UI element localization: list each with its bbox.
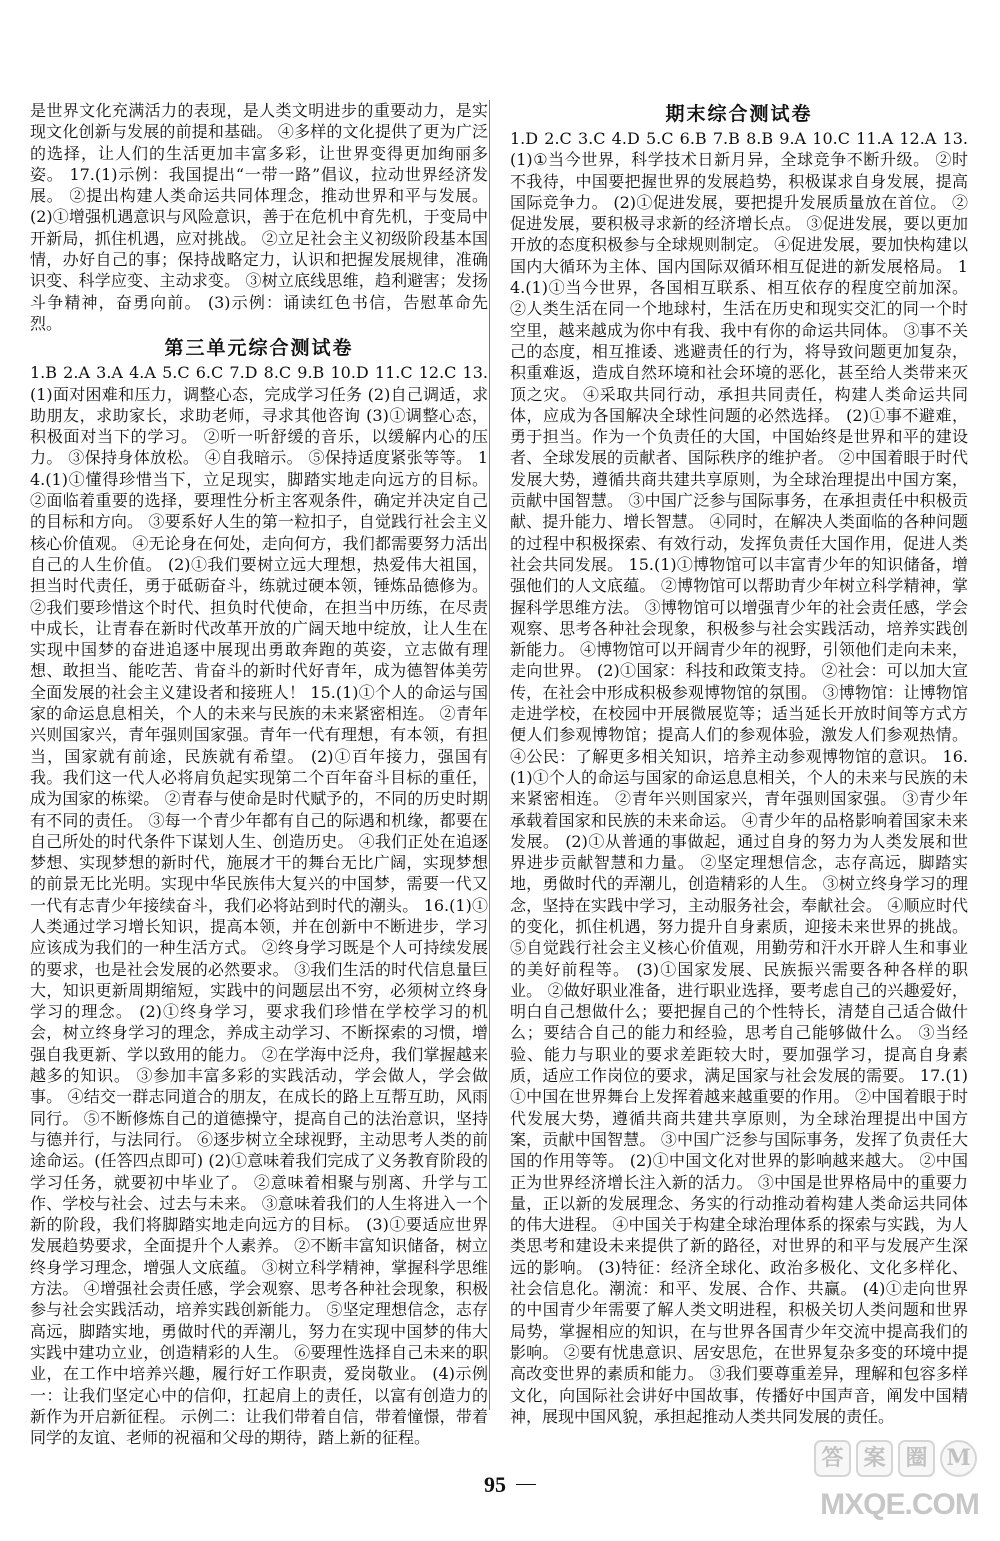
watermark-char: 答 xyxy=(814,1440,851,1477)
left-column xyxy=(30,100,488,1448)
page-number-dash xyxy=(516,1484,536,1485)
unit-three-test-title: 第三单元综合测试卷 xyxy=(164,337,354,360)
watermark-logo xyxy=(812,1436,987,1536)
left-intro-paragraph: 是世界文化充满活力的表现，是人类文明进步的重要动力，是实现文化创新与发展的前提和基础。 ④多样的文化提供了更为广泛的选择，让人们的生活更加丰富多彩，让世界变得更加绚丽多姿。 17.(1)示例：我国提出“一带一路”倡议，拉动世界经济发展。 ②提出构建人类命运共同体理念，推动世界和平与发展。 (2)①增强机遇意识与风险意识，善于在危机中育先机，于变局中开新局，抓住机遇，应对挑战。 ②立足社会主义初级阶段基本国情，办好自己的事；保持战略定力，认识和把握发展规律，准确识变、科学应变、主动求变。 ③树立底线思维，趋利避害；发扬斗争精神，奋勇向前。 (3)示例：诵读红色书信，告慰革命先烈。 xyxy=(30,101,488,333)
final-test-title: 期末综合测试卷 xyxy=(665,103,813,125)
unit-three-answers: 1.B 2.A 3.A 4.A 5.C 6.C 7.D 8.C 9.B 10.D 11.C 12.C 13.(1)面对困难和压力，调整心态，完成学习任务 (2)自己调适，求助朋友，求助家长，求助老师，寻求其他咨询 (3)①调整心态，积极面对当下的学习。 ②听一听舒缓的音乐，以缓解内心的压力。 ③保持身体放松。 ④自我暗示。 ⑤保持适度紧张等等。 14.(1)①懂得珍惜当下，立足现实，脚踏实地走向远方的目标。 ②面临着重要的选择，要理性分析主客观条件，确定并决定自己的目标和方向。 ③要系好人生的第一粒扣子，自觉践行社会主义核心价值观。 ④无论身在何处，走向何方，我们都需要努力活出自己的人生价值。 (2)①我们要树立远大理想，热爱伟大祖国，担当时代责任，勇于砥砺奋斗，练就过硬本领，锤炼品德修为。 ②我们要珍惜这个时代、担负时代使命，在担当中历练，在尽责中成长，让青春在新时代改革开放的广阔天地中绽放，让人生在实现中国梦的奋进追逐中展现出勇敢奔跑的英姿，立志做有理想、敢担当、能吃苦、肯奋斗的新时代好青年，成为德智体美劳全面发展的社会主义建设者和接班人！ 15.(1)①个人的命运与国家的命运息息相关，个人的未来与民族的未来紧密相连。 ②青年兴则国家兴，青年强则国家强。青年一代有理想，有本领，有担当，国家就有前途，民族就有希望。 (2)①百年接力，强国有我。我们这一代人必将肩负起实现第二个百年奋斗目标的重任，成为国家的栋梁。 ②青春与使命是时代赋予的，不同的历史时期有不同的责任。 ③每一个青少年都有自己的际遇和机缘，都要在自己所处的时代条件下谋划人生、创造历史。 ④我们正处在追逐梦想、实现梦想的新时代，施展才干的舞台无比广阔，实现梦想的前景无比光明。实现中华民族伟大复兴的中国梦，需要一代又一代有志青少年接续奋斗，我们必将站到时代的潮头。 16.(1)①人类通过学习增长知识，提高本领，并在创新中不断进步，学习应该成为我们的一种生活方式。 ②终身学习既是个人可持续发展的要求，也是社会发展的必然要求。 ③我们生活的时代信息量巨大，知识更新周期缩短，实践中的问题层出不穷，必须树立终身学习的理念。 (2)①终身学习，要求我们珍惜在学校学习的机会，树立终身学习的理念，养成主动学习、不断探索的习惯，增强自我更新、学以致用的能力。 ②在学海中泛舟，我们掌握越来越多的知识。 ③参加丰富多彩的实践活动，学会做人，学会做事。 ④结交一群志同道合的朋友，在成长的路上互帮互助，风雨同行。 ⑤不断修炼自己的道德操守，提高自己的法治意识，坚持与德并行，与法同行。 ⑥逐步树立全球视野，主动思考人类的前途命运。(任答四点即可) (2)①意味着我们完成了义务教育阶段的学习任务，就要初中毕业了。 ②意味着相聚与别离、升学与工作、学校与社会、过去与未来。 ③意味着我们的人生将进入一个新的阶段，我们将脚踏实地走向远方的目标。 (3)①要适应世界发展趋势要求，全面提升个人素养。 ②不断丰富知识储备，树立终身学习理念，增强人文底蕴。 ③树立科学精神，掌握科学思维方法。 ④增强社会责任感，学会观察、思考各种社会现象，积极参与社会实践活动，培养实践创新能力。 ⑤坚定理想信念，志存高远，脚踏实地，勇做时代的弄潮儿，努力在实现中国梦的伟大实践中建功立业，创造精彩的人生。 ⑥要理性选择自己未来的职业，在工作中培养兴趣，履行好工作职责，爱岗敬业。 (4)示例一：让我们坚定心中的信仰，扛起肩上的责任，以富有创造力的新作为开启新征程。 示例二：让我们带着自信，带着憧憬，带着同学的友谊、老师的祝福和父母的期待，踏上新的征程。 xyxy=(30,363,488,1448)
watermark-char: 案 xyxy=(856,1440,893,1477)
page-number: 95 xyxy=(484,1472,506,1497)
final-test-answers: 1.D 2.C 3.C 4.D 5.C 6.B 7.B 8.B 9.A 10.C 11.A 12.A 13.(1)①当今世界，科学技术日新月异，全球竞争不断升级。 ②时不我待，中国要把握世界的发展趋势，积极谋求自身发展，提高国际竞争力。 (2)①促进发展，要把提升发展质量放在首位。 ②促进发展，要积极寻求新的经济增长点。 ③促进发展，要以更加开放的态度积极参与全球规则制定。 ④促进发展，要加快构建以国内大循环为主体、国内国际双循环相互促进的新发展格局。 14.(1)①当今世界，各国相互联系、相互依存的程度空前加深。 ②人类生活在同一个地球村，生活在历史和现实交汇的同一个时空里，越来越成为你中有我、我中有你的命运共同体。 ③事不关己的态度，相互推诿、逃避责任的行为，将导致问题更加复杂，积重难返，造成自然环境和社会环境的恶化，甚至给人类带来灭顶之灾。 ④采取共同行动，承担共同责任，构建人类命运共同体，应成为各国解决全球性问题的必然选择。 (2)①事不避难，勇于担当。作为一个负责任的大国，中国始终是世界和平的建设者、全球发展的贡献者、国际秩序的维护者。 ②中国着眼于时代发展大势，遵循共商共建共享原则，为全球治理提出中国方案，贡献中国智慧。 ③中国广泛参与国际事务，在承担责任中积极贡献、提升能力、增长智慧。 ④同时，在解决人类面临的各种问题的过程中积极探索、有效行动，发挥负责任大国作用，促进人类社会共同发展。 15.(1)①博物馆可以丰富青少年的知识储备，增强他们的人文底蕴。 ②博物馆可以帮助青少年树立科学精神，掌握科学思维方法。 ③博物馆可以增强青少年的社会责任感，学会观察、思考各种社会现象，积极参与社会实践活动，培养实践创新能力。 ④博物馆可以开阔青少年的视野，引领他们走向未来，走向世界。 (2)①国家：科技和政策支持。 ②社会：可以加大宣传，在社会中形成积极参观博物馆的氛围。 ③博物馆：让博物馆走进学校，在校园中开展微展览等；适当延长开放时间等方式方便人们参观博物馆；提高人们的参观体验，激发人们参观热情。 ④公民：了解更多相关知识，培养主动参观博物馆的意识。 16.(1)①个人的命运与国家的命运息息相关，个人的未来与民族的未来紧密相连。 ②青年兴则国家兴，青年强则国家强。 ③青少年承载着国家和民族的未来命运。 ④青少年的品格影响着国家未来发展。 (2)①从普通的事做起，通过自身的努力为人类发展和世界进步贡献智慧和力量。 ②坚定理想信念，志存高远，脚踏实地，勇做时代的弄潮儿，创造精彩的人生。 ③树立终身学习的理念，坚持在实践中学习，主动服务社会，奉献社会。 ④顺应时代的变化，抓住机遇，努力提升自身素质，迎接未来世界的挑战。 ⑤自觉践行社会主义核心价值观，用勤劳和汗水开辟人生和事业的美好前程等。 (3)①国家发展、民族振兴需要各种各样的职业。 ②做好职业准备，进行职业选择，要考虑自己的兴趣爱好，明白自己想做什么；要把握自己的个性特长，清楚自己适合做什么；要结合自己的能力和经验，思考自己能够做什么。 ③当经验、能力与职业的要求差距较大时，要加强学习，提高自身素质，适应工作岗位的要求，满足国家与社会发展的需要。 17.(1)①中国在世界舞台上发挥着越来越重要的作用。 ②中国着眼于时代发展大势，遵循共商共建共享原则，为全球治理提出中国方案，贡献中国智慧。 ③中国广泛参与国际事务，发挥了负责任大国的作用等等。 (2)①中国文化对世界的影响越来越大。 ②中国正为世界经济增长注入新的活力。 ③中国是世界格局中的重要力量，正以新的发展理念、务实的行动推动着构建人类命运共同体的伟大进程。 ④中国关于构建全球治理体系的探索与实践，为人类思考和建设未来提供了新的路径，对世界的和平与发展产生深远的影响。 (3)特征：经济全球化、政治多极化、文化多样化、社会信息化。潮流：和平、发展、合作、共赢。 (4)①走向世界的中国青少年需要了解人类文明进程，积极关切人类问题和世界局势，掌握相应的知识，在与世界各国青少年交流中提高我们的影响。 ②要有忧患意识、居安思危，在世界复杂多变的环境中提高改变世界的素质和能力。 ③我们要尊重差异，理解和包容多样文化，向国际社会讲好中国故事，传播好中国声音，阐发中国精神，展现中国风貌，承担起推动人类共同发展的责任。 xyxy=(510,129,968,1426)
watermark-char: 圈 xyxy=(898,1440,935,1477)
watermark-url: MXQE.COM xyxy=(820,1488,979,1521)
column-divider xyxy=(489,100,490,1410)
watermark-emblem-icon: M xyxy=(940,1440,977,1477)
right-column xyxy=(510,100,968,1427)
